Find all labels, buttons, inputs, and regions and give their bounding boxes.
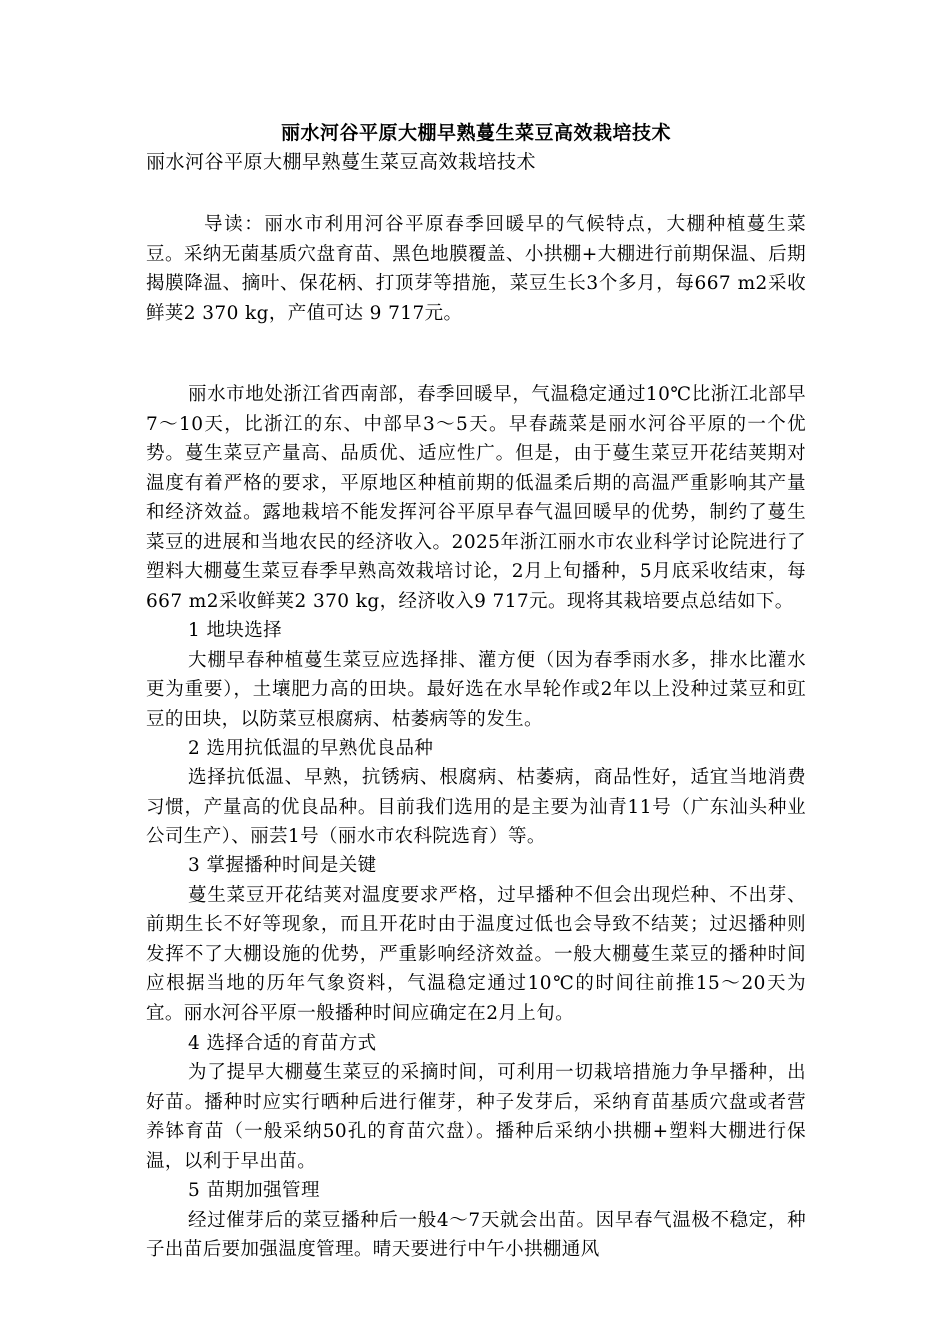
section-paragraph-5: 经过催芽后的菜豆播种后一般4～7天就会出苗。因早春气温极不稳定，种子出苗后要加强温度管理。晴天要进行中午小拱棚通风 bbox=[146, 1209, 806, 1260]
intro-paragraph: 丽水市地处浙江省西南部，春季回暖早，气温稳定通过10℃比浙江北部早7～10天，比浙江的东、中部早3～5天。早春蔬菜是丽水河谷平原的一个优势。蔓生菜豆产量高、品质优、适应性广。但是，由于蔓生菜豆开花结荚期对温度有着严格的要求，平原地区种植前期的低温柔后期的高温严重影响其产量和经济效益。露地栽培不能发挥河谷平原早春气温回暖早的优势，制约了蔓生菜豆的进展和当地农民的经济收入。2025年浙江丽水市农业科学讨论院进行了塑料大棚蔓生菜豆春季早熟高效栽培讨论，2月上旬播种，5月底采收结束，每667 m2采收鲜荚2 370 kg，经济收入9 717元。现将其栽培要点总结如下。 bbox=[146, 384, 806, 612]
section-paragraph-3: 蔓生菜豆开花结荚对温度要求严格，过早播种不但会出现烂种、不出芽、前期生长不好等现象，而且开花时由于温度过低也会导致不结荚；过迟播种则发挥不了大棚设施的优势，严重影响经济效益。一般大棚蔓生菜豆的播种时间应根据当地的历年气象资料，气温稳定通过10℃的时间往前推15～20天为宜。丽水河谷平原一般播种时间应确定在2月上旬。 bbox=[146, 884, 806, 1024]
document-page bbox=[146, 118, 806, 1265]
document-subtitle: 丽水河谷平原大棚早熟蔓生菜豆高效栽培技术 bbox=[146, 151, 537, 173]
document-title: 丽水河谷平原大棚早熟蔓生菜豆高效栽培技术 bbox=[280, 122, 671, 144]
section-heading-4: 4 选择合适的育苗方式 bbox=[188, 1032, 377, 1054]
section-heading-5: 5 苗期加强管理 bbox=[188, 1180, 320, 1201]
section-paragraph-1: 大棚早春种植蔓生菜豆应选择排、灌方便（因为春季雨水多，排水比灌水更为重要），土壤肥力高的田块。最好选在水旱轮作或2年以上没种过菜豆和豇豆的田块，以防菜豆根腐病、枯萎病等的发生。 bbox=[146, 649, 806, 730]
document-body bbox=[146, 380, 806, 1265]
section-heading-1: 1 地块选择 bbox=[188, 620, 283, 641]
section-heading-2: 2 选用抗低温的早熟优良品种 bbox=[188, 737, 434, 759]
abstract-paragraph: 导读：丽水市利用河谷平原春季回暖早的气候特点，大棚种植蔓生菜豆。采纳无菌基质穴盘育苗、黑色地膜覆盖、小拱棚+大棚进行前期保温、后期揭膜降温、摘叶、保花柄、打顶芽等措施，菜豆生长3个多月，每667 m2采收鲜荚2 370 kg，产值可达 9 717元。 bbox=[146, 214, 806, 324]
section-paragraph-4: 为了提早大棚蔓生菜豆的采摘时间，可利用一切栽培措施力争早播种，出好苗。播种时应实行晒种后进行催芽，种子发芽后，采纳育苗基质穴盘或者营养钵育苗（一般采纳50孔的育苗穴盘）。播种后采纳小拱棚+塑料大棚进行保温，以利于早出苗。 bbox=[146, 1062, 806, 1172]
section-heading-3: 3 掌握播种时间是关键 bbox=[188, 855, 377, 876]
section-paragraph-2: 选择抗低温、早熟，抗锈病、根腐病、枯萎病，商品性好，适宜当地消费习惯，产量高的优良品种。目前我们选用的是主要为汕青11号（广东汕头种业公司生产）、丽芸1号（丽水市农科院选育）等。 bbox=[146, 767, 806, 847]
